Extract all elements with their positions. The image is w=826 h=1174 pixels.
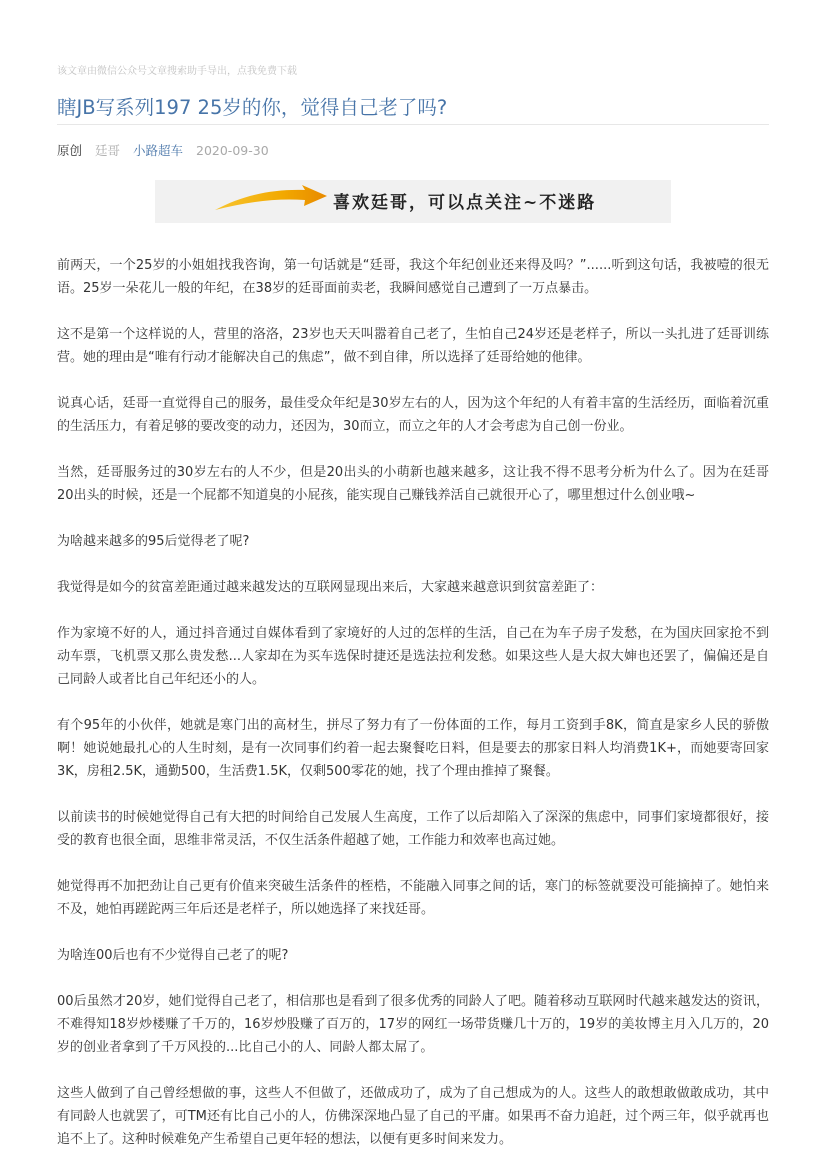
paragraph: 作为家境不好的人，通过抖音通过自媒体看到了家境好的人过的怎样的生活，自己在为车子房子发愁，在为国庆回家抢不到动车票，飞机票又那么贵发愁...人家却在为买车选保时捷还是选法拉利发愁。如果这些人是大叔大婶也还罢了，偏偏还是自己同龄人或者比自己年纪还小的人。 bbox=[57, 626, 769, 687]
section-heading: 为啥越来越多的95后觉得老了呢? bbox=[57, 534, 250, 549]
paragraph: 00后虽然才20岁，她们觉得自己老了，相信那也是看到了很多优秀的同龄人了吧。随着移动互联网时代越来越发达的资讯，不难得知18岁炒楼赚了千万的，16岁炒股赚了百万的，17岁的网红一场带货赚几十万的，19岁的美妆博主月入几万的，20岁的创业者拿到了千万风投的...比自己小的人、同龄人都太屌了。 bbox=[57, 994, 769, 1055]
export-notice-link[interactable]: 该文章由微信公众号文章搜索助手导出，点我免费下载 bbox=[57, 66, 297, 77]
follow-banner bbox=[155, 180, 671, 223]
paragraph: 前两天，一个25岁的小姐姐找我咨询，第一句话就是“廷哥，我这个年纪创业还来得及吗？”......听到这句话，我被噎的很无语。25岁一朵花儿一般的年纪，在38岁的廷哥面前卖老，我瞬间感觉自己遭到了一万点暴击。 bbox=[57, 258, 769, 296]
paragraph: 有个95年的小伙伴，她就是寒门出的高材生，拼尽了努力有了一份体面的工作，每月工资到手8K，简直是家乡人民的骄傲啊！她说她最扎心的人生时刻，是有一次同事们约着一起去聚餐吃日料，但是要去的那家日料人均消费1K+，而她要寄回家3K，房租2.5K，通勤500，生活费1.5K，仅剩500零花的她，找了个理由推掉了聚餐。 bbox=[57, 718, 769, 779]
paragraph: 说真心话，廷哥一直觉得自己的服务，最佳受众年纪是30岁左右的人，因为这个年纪的人有着丰富的生活经历，面临着沉重的生活压力，有着足够的要改变的动力，还因为，30而立，而立之年的人才会考虑为自己创一份业。 bbox=[57, 396, 769, 434]
paragraph: 当然，廷哥服务过的30岁左右的人不少，但是20出头的小萌新也越来越多，这让我不得不思考分析为什么了。因为在廷哥20出头的时候，还是一个屁都不知道臭的小屁孩，能实现自己赚钱养活自己就很开心了，哪里想过什么创业哦~ bbox=[57, 465, 769, 503]
paragraph: 这不是第一个这样说的人，营里的洛洛，23岁也天天叫嚣着自己老了，生怕自己24岁还是老样子，所以一头扎进了廷哥训练营。她的理由是“唯有行动才能解决自己的焦虑”，做不到自律，所以选择了廷哥给她的他律。 bbox=[57, 327, 769, 365]
banner-text: 喜欢廷哥，可以点关注~不迷路 bbox=[333, 193, 597, 213]
section-heading: 为啥连00后也有不少觉得自己老了的呢? bbox=[57, 948, 289, 963]
article-meta bbox=[57, 141, 278, 159]
title-divider bbox=[57, 124, 769, 125]
author-name: 廷哥 bbox=[95, 143, 121, 158]
paragraph: 我觉得是如今的贫富差距通过越来越发达的互联网显现出来后，大家越来越意识到贫富差距了： bbox=[57, 580, 604, 595]
paragraph: 这些人做到了自己曾经想做的事，这些人不但做了，还做成功了，成为了自己想成为的人。这些人的敢想敢做敢成功，其中有同龄人也就罢了，可TM还有比自己小的人，仿佛深深地凸显了自己的平庸。如果再不奋力追赶，过个两三年，似乎就再也追不上了。这种时候难免产生希望自己更年轻的想法，以便有更多时间来发力。 bbox=[57, 1086, 769, 1147]
account-name-link[interactable]: 小路超车 bbox=[133, 143, 184, 158]
article-content bbox=[57, 254, 769, 1174]
paragraph: 她觉得再不加把劲让自己更有价值来突破生活条件的桎梏，不能融入同事之间的话，寒门的标签就要没可能摘掉了。她怕来不及，她怕再蹉跎两三年后还是老样子，所以她选择了来找廷哥。 bbox=[57, 879, 769, 917]
publish-date: 2020-09-30 bbox=[196, 143, 269, 158]
original-badge: 原创 bbox=[57, 143, 83, 158]
paragraph: 以前读书的时候她觉得自己有大把的时间给自己发展人生高度，工作了以后却陷入了深深的焦虑中，同事们家境都很好，接受的教育也很全面，思维非常灵活，不仅生活条件超越了她，工作能力和效率也高过她。 bbox=[57, 810, 769, 848]
article-title: 瞎JB写系列197 25岁的你，觉得自己老了吗? bbox=[57, 96, 448, 119]
